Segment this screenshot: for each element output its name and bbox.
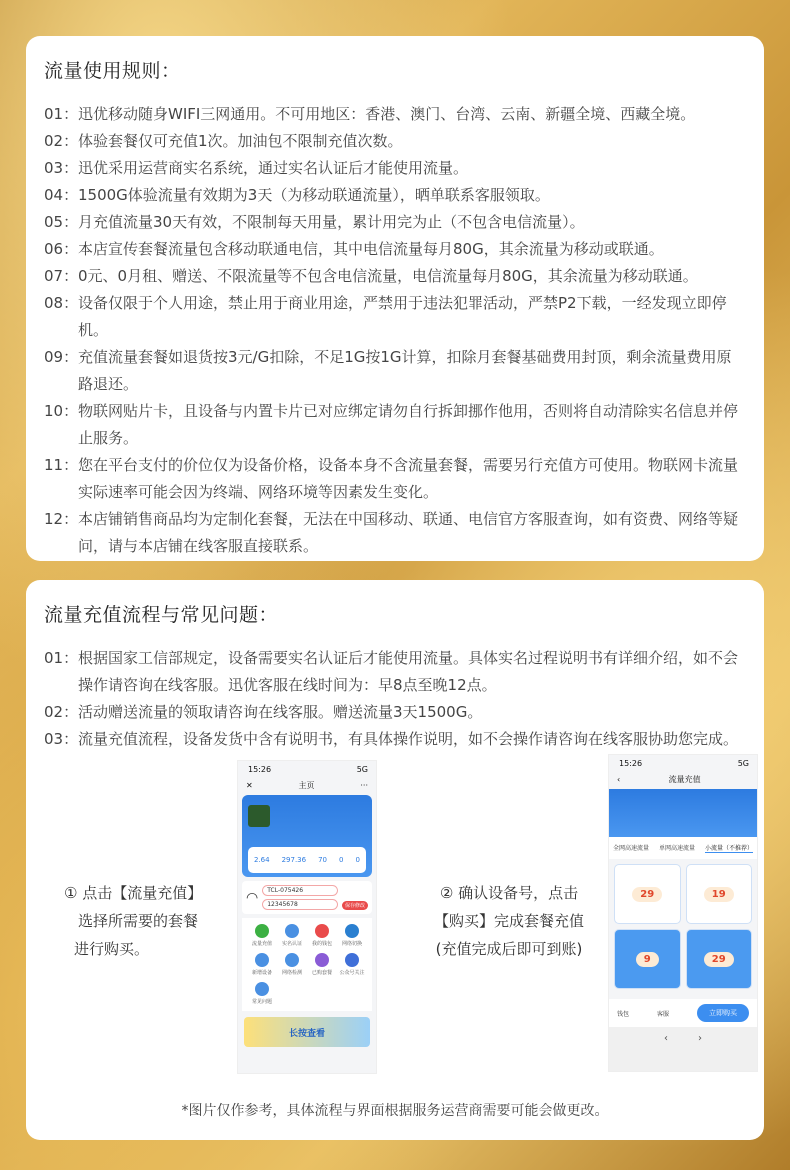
promo-banner[interactable]: 长按查看 [244, 1017, 370, 1047]
rule-item [44, 344, 746, 398]
recharge-screen-screenshot: 15:26 5G ‹ 流量充值 全网高速流量 单网高速流量 小流量（不推荐） 29 19 9 29 钱包 客服 立即购买 ‹ › [609, 755, 757, 1071]
feature-icon-item[interactable] [248, 953, 276, 976]
rule-item [44, 398, 746, 452]
rule-text: 0元、0月租、赠送、不限流量等不包含电信流量，电信流量每月80G，其余流量为移动联通。 [78, 267, 698, 285]
nav-back-icon[interactable]: ‹ [664, 1033, 668, 1044]
rule-number: 10： [44, 402, 79, 420]
close-icon: ✕ [246, 780, 253, 790]
rule-number: 02： [44, 132, 79, 150]
rule-text: 1500G体验流量有效期为3天（为移动联通流量），晒单联系客服领取。 [78, 186, 550, 204]
feature-icon-item[interactable] [248, 924, 276, 947]
rule-item [44, 236, 746, 263]
rule-number: 11： [44, 456, 79, 474]
feature-icon [255, 982, 269, 996]
rule-text: 流量充值流程，设备发货中含有说明书，有具体操作说明，如不会操作请咨询在线客服协助您完成。 [78, 730, 739, 748]
feature-icon [345, 953, 359, 967]
feature-icon [285, 924, 299, 938]
buy-button[interactable]: 立即购买 [697, 1004, 749, 1022]
usage-rules-card [26, 36, 764, 561]
feature-icon-item[interactable] [278, 953, 306, 976]
feature-grid [242, 918, 372, 1011]
feature-label: 实名认证 [281, 941, 302, 947]
recharge-title: 流量充值 [668, 774, 701, 784]
recharge-rules-list [44, 645, 746, 753]
rule-text: 您在平台支付的价位仅为设备价格，设备本身不含流量套餐，需要另行充值方可使用。物联网卡流量实际速率可能会因为终端、网络环境等因素发生变化。 [78, 456, 739, 501]
rule-text: 迅优移动随身WIFI三网通用。不可用地区：香港、澳门、台湾、云南、新疆全境、西藏全境。 [78, 105, 696, 123]
rule-text: 根据国家工信部规定，设备需要实名认证后才能使用流量。具体实名过程说明书有详细介绍，如不会操作请咨询在线客服。迅优客服在线时间为：早8点至晚12点。 [78, 649, 739, 694]
rule-number: 08： [44, 294, 79, 312]
package-card[interactable] [686, 929, 753, 989]
nav-forward-icon[interactable]: › [698, 1033, 702, 1044]
recharge-steps [44, 757, 753, 1075]
feature-label: 网络检测 [281, 970, 302, 976]
package-price: 19 [704, 887, 734, 902]
rule-number: 03： [44, 159, 79, 177]
usage-rules-title: 流量使用规则： [44, 60, 181, 82]
usage-rules-list [44, 101, 746, 560]
rule-item [44, 263, 746, 290]
package-card[interactable] [614, 864, 681, 924]
device-avatar [248, 805, 270, 827]
rule-text: 活动赠送流量的领取请咨询在线客服。赠送流量3天1500G。 [78, 703, 483, 721]
feature-icon [255, 953, 269, 967]
rule-text: 充值流量套餐如退货按3元/G扣除，不足1G按1G计算，扣除月套餐基础费用封顶，剩余流量费用原路退还。 [78, 348, 732, 393]
rule-text: 设备仅限于个人用途，禁止用于商业用途，严禁用于违法犯罪活动，严禁P2下载，一经发现立即停机。 [78, 294, 727, 339]
step1-text: ① 点击【流量充值】 选择所需要的套餐 进行购买。 [64, 884, 203, 958]
device-number-panel [609, 789, 757, 837]
rule-number: 02： [44, 703, 79, 721]
feature-icon [315, 924, 329, 938]
wifi-icon: ◠ [246, 889, 259, 906]
rule-number: 09： [44, 348, 79, 366]
wifi-name-field[interactable]: TCL-075426 [262, 885, 338, 896]
rule-item [44, 726, 746, 753]
package-price: 29 [632, 887, 662, 902]
wifi-password-field[interactable]: 12345678 [262, 899, 338, 910]
rule-number: 04： [44, 186, 79, 204]
back-icon: ‹ [617, 774, 621, 784]
rule-item [44, 182, 746, 209]
step2-text: ② 确认设备号，点击 【购买】完成套餐充值 (充值完成后即可到账) [433, 884, 584, 958]
rule-number: 12： [44, 510, 79, 528]
rule-number: 01： [44, 105, 79, 123]
device-info-panel: 2.64 297.36 70 0 0 [242, 795, 372, 877]
feature-label: 新增设备 [251, 970, 272, 976]
feature-icon [285, 953, 299, 967]
feature-label: 已购套餐 [311, 970, 332, 976]
rule-item [44, 506, 746, 560]
rule-item [44, 699, 746, 726]
rule-text: 迅优采用运营商实名系统，通过实名认证后才能使用流量。 [78, 159, 469, 177]
feature-label: 网络切换 [341, 941, 362, 947]
rule-text: 本店铺销售商品均为定制化套餐，无法在中国移动、联通、电信官方客服查询，如有资费、网络等疑问，请与本店铺在线客服直接联系。 [78, 510, 739, 555]
package-tabs [609, 837, 757, 859]
rule-number: 05： [44, 213, 79, 231]
rule-item [44, 452, 746, 506]
rule-number: 03： [44, 730, 79, 748]
wallet-tab[interactable]: 钱包 [617, 1010, 630, 1018]
package-card[interactable] [686, 864, 753, 924]
feature-icon-item[interactable] [338, 953, 366, 976]
feature-label: 公众号关注 [339, 970, 365, 976]
service-tab[interactable]: 客服 [657, 1010, 670, 1018]
rule-item [44, 290, 746, 344]
rule-item [44, 155, 746, 182]
feature-icon-item[interactable] [278, 924, 306, 947]
status-time: 15:26 [248, 765, 272, 774]
home-screen-screenshot [238, 761, 376, 1073]
rule-text: 体验套餐仅可充值1次。加油包不限制充值次数。 [78, 132, 403, 150]
package-tab[interactable]: 小流量（不推荐） [704, 845, 753, 852]
more-icon: ··· [360, 780, 368, 790]
rule-text: 物联网贴片卡，且设备与内置卡片已对应绑定请勿自行拆卸挪作他用，否则将自动清除实名信息并停止服务。 [78, 402, 739, 447]
feature-icon [345, 924, 359, 938]
recharge-process-title: 流量充值流程与常见问题： [44, 604, 279, 626]
package-tab[interactable]: 全网高速流量 [613, 845, 650, 852]
rule-text: 月充值流量30天有效，不限制每天用量，累计用完为止（不包含电信流量）。 [78, 213, 585, 231]
feature-icon-item[interactable] [308, 953, 336, 976]
rule-item [44, 128, 746, 155]
home-title: 主页 [298, 780, 315, 790]
package-cards [609, 859, 757, 994]
package-price: 9 [636, 952, 659, 967]
feature-icon-item[interactable] [308, 924, 336, 947]
feature-icon-item[interactable] [248, 982, 276, 1005]
feature-icon [255, 924, 269, 938]
feature-icon [315, 953, 329, 967]
feature-label: 流量充值 [251, 941, 272, 947]
status-signal: 5G [356, 765, 368, 774]
save-button[interactable]: 保存修改 [342, 901, 368, 910]
rule-item [44, 209, 746, 236]
package-card[interactable] [614, 929, 681, 989]
rule-item [44, 101, 746, 128]
rule-number: 01： [44, 649, 79, 667]
rule-item [44, 645, 746, 699]
rule-number: 06： [44, 240, 79, 258]
disclaimer-note: *图片仅作参考，具体流程与界面根据服务运营商需要可能会做更改。 [181, 1103, 609, 1119]
rule-number: 07： [44, 267, 79, 285]
package-tab[interactable]: 单网高速流量 [658, 845, 695, 852]
package-price: 29 [704, 952, 734, 967]
feature-icon-item[interactable] [338, 924, 366, 947]
rule-text: 本店宣传套餐流量包含移动联通电信，其中电信流量每月80G，其余流量为移动或联通。 [78, 240, 664, 258]
feature-label: 常见问题 [251, 999, 272, 1005]
recharge-process-card [26, 580, 764, 1140]
feature-label: 我的钱包 [311, 941, 332, 947]
